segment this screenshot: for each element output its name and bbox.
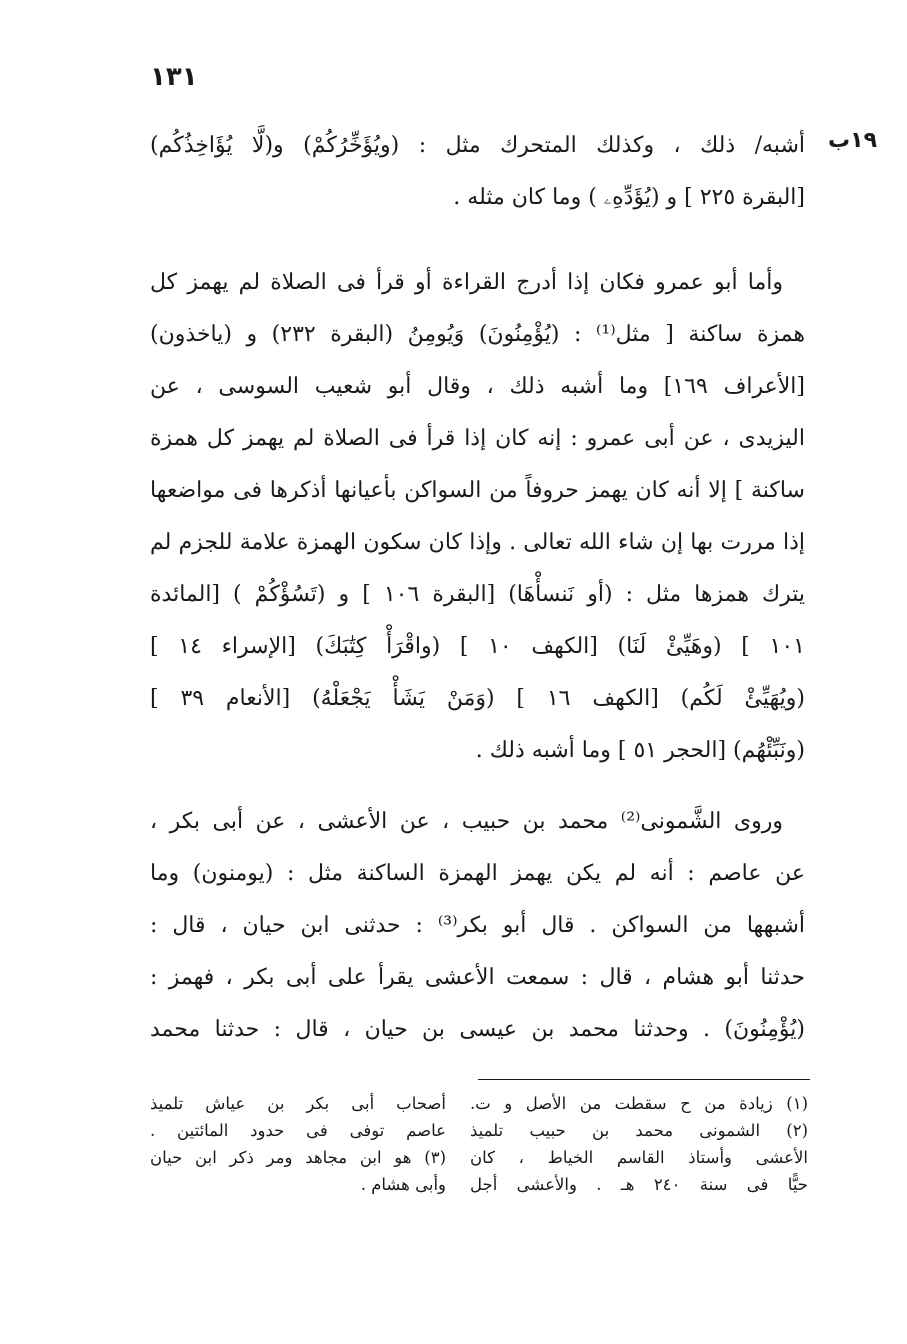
text-line: [البقرة ٢٢٥ ] و (يُؤَدِّهِۦ ) وما كان مثله .	[453, 185, 805, 210]
paragraph-1	[150, 120, 805, 224]
text-line: إذا مررت بها إن شاء الله تعالى . وإذا كان سكون الهمزة علامة للجزم لم	[150, 530, 805, 555]
text-line: ساكنة ] إلا أنه كان يهمز حروفاً من السواكن بأعيانها أذكرها فى مواضعها	[150, 478, 805, 503]
text-line: (ونَبِّئْهُم) [الحجر ٥١ ] وما أشبه ذلك .	[475, 738, 805, 763]
paragraph-2	[150, 257, 805, 777]
page-number: ١٣١	[150, 62, 198, 92]
text-line: (يُؤْمِنُونَ) . وحدثنا محمد بن عيسى بن حيان ، قال : حدثنا محمد	[150, 1017, 805, 1042]
footnote-line: (٢) الشمونى محمد بن حبيب تلميذ	[470, 1121, 808, 1140]
text-line: (ويُهَيِّئْ لَكُم) [الكهف ١٦ ] (وَمَنْ يَشَأْ يَجْعَلْهُ) [الأنعام ٣٩ ]	[150, 686, 805, 711]
text-line: وروى الشَّمونى⁽²⁾ محمد بن حبيب ، عن الأعشى ، عن أبى بكر ،	[150, 809, 783, 834]
text-line: اليزيدى ، عن أبى عمرو : إنه كان إذا قرأ فى الصلاة لم يهمز كل همزة	[150, 426, 805, 451]
footnotes-left-column	[150, 1090, 446, 1198]
text-line: ١٠١ ] (وهَيِّئْ لَنَا) [الكهف ١٠ ] (واقْرَأْ كِتَٰبَكَ) [الإسراء ١٤ ]	[150, 634, 805, 659]
manuscript-folio-marker: ١٩ب	[828, 128, 877, 153]
paragraph-3	[150, 796, 805, 1056]
text-line: أشبهها من السواكن . قال أبو بكر⁽³⁾ : حدثنى ابن حيان ، قال :	[150, 913, 805, 938]
text-line: همزة ساكنة [ مثل⁽¹⁾ : (يُؤْمِنُونَ) وَيُومِنُ (البقرة ٢٣٢) و (ياخذون)	[150, 322, 805, 347]
footnote-line: (٣) هو ابن مجاهد ومر ذكر ابن حيان	[150, 1148, 446, 1167]
footnotes-right-column	[470, 1090, 808, 1198]
footnote-line: حيًّا فى سنة ٢٤٠ هـ . والأعشى أجل	[470, 1175, 808, 1194]
text-line: وأما أبو عمرو فكان إذا أدرج القراءة أو قرأ فى الصلاة لم يهمز كل	[150, 270, 783, 295]
footnote-line: عاصم توفى فى حدود المائتين .	[150, 1121, 446, 1140]
text-line: يترك همزها مثل : (أو نَنسأْهَا) [البقرة ١٠٦ ] و (تَسُؤْكُمْ ) [المائدة	[150, 582, 805, 607]
footnote-separator	[478, 1079, 810, 1080]
text-line: أشبه/ ذلك ، وكذلك المتحرك مثل : (ويُؤَخِّرُكُمْ) و(لَّا يُؤَاخِذُكُم)	[150, 133, 805, 158]
text-line: حدثنا أبو هشام ، قال : سمعت الأعشى يقرأ على أبى بكر ، فهمز :	[150, 965, 805, 990]
text-line: [الأعراف ١٦٩] وما أشبه ذلك ، وقال أبو شعيب السوسى ، عن	[150, 374, 805, 399]
footnote-line: (١) زيادة من ح سقطت من الأصل و ت.	[470, 1094, 808, 1113]
footnote-line: الأعشى وأستاذ القاسم الخياط ، كان	[470, 1148, 808, 1167]
footnote-line: أصحاب أبى بكر بن عياش تلميذ	[150, 1094, 446, 1113]
footnote-line: وأبى هشام .	[360, 1175, 446, 1194]
text-line: عن عاصم : أنه لم يكن يهمز الهمزة الساكنة مثل : (يومنون) وما	[150, 861, 805, 886]
